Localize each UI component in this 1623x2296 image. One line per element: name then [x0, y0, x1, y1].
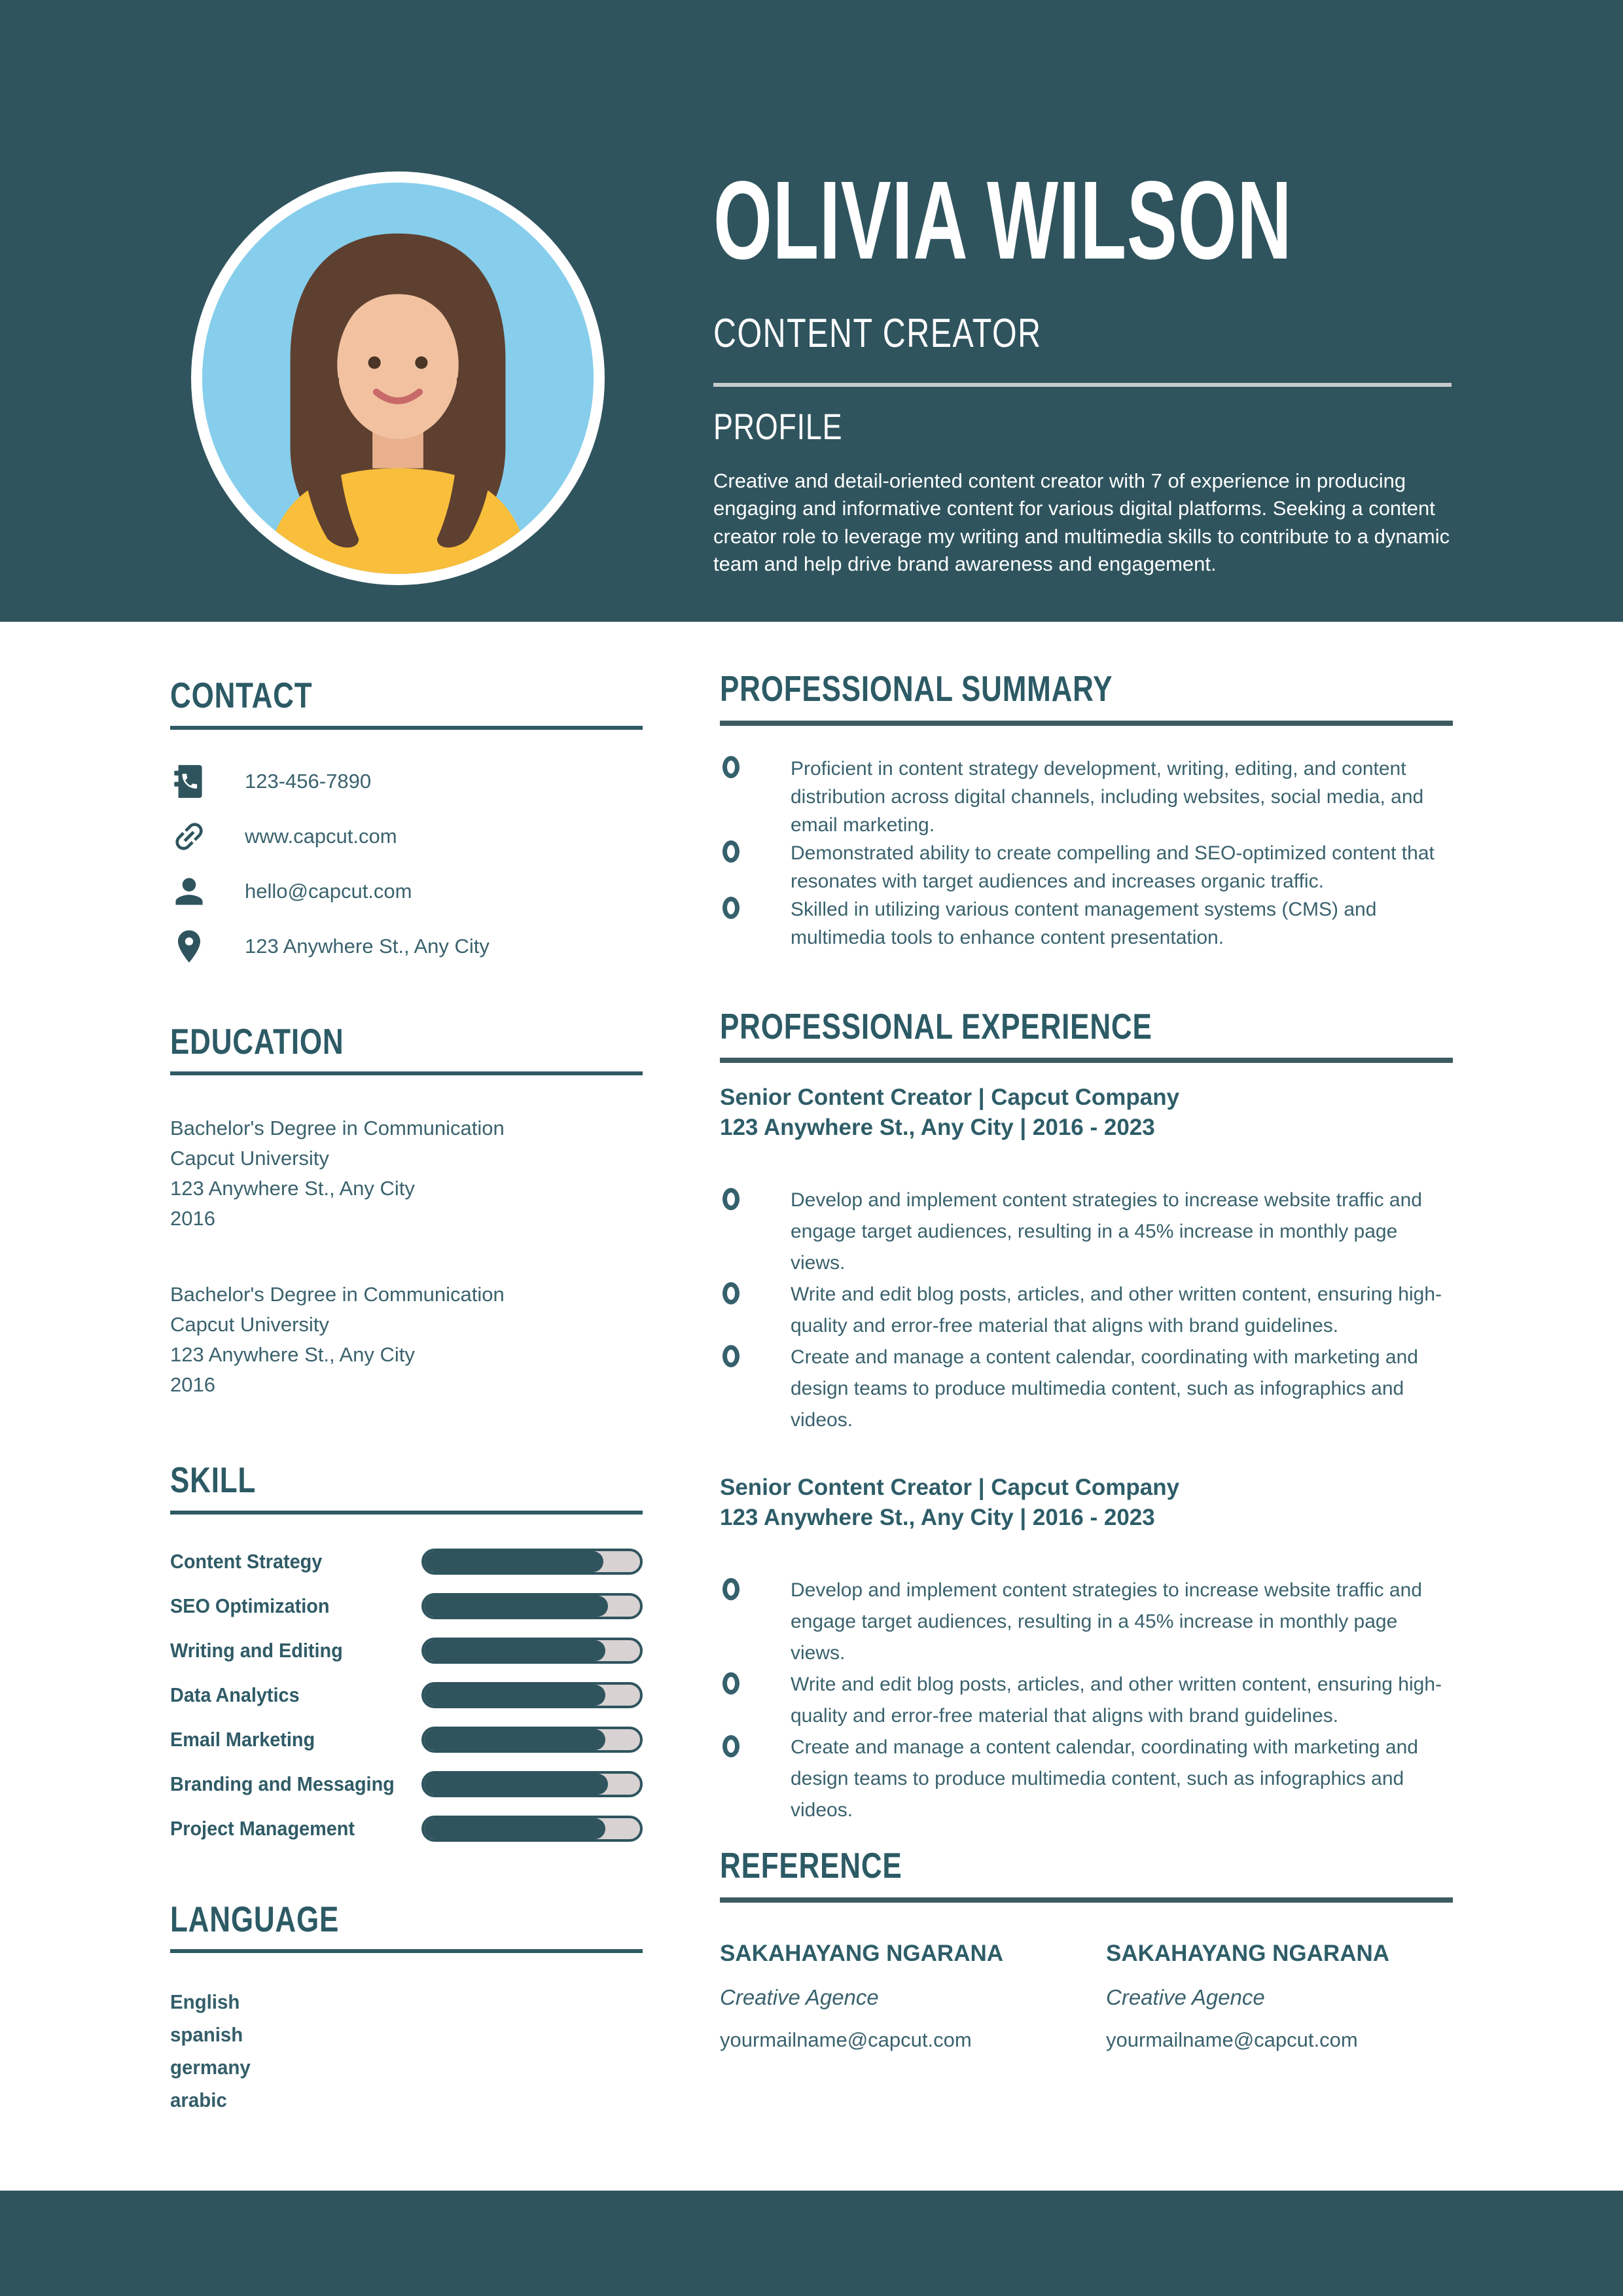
- skill-bar: [421, 1638, 643, 1664]
- skill-bar-fill: [424, 1685, 605, 1706]
- reference-email: yourmailname@capcut.com: [1106, 2028, 1358, 2051]
- reference-name: SAKAHAYANG NGARANA: [1106, 1940, 1390, 1966]
- skill-divider: [170, 1511, 643, 1515]
- avatar-illustration: [202, 183, 594, 574]
- skill-bar: [421, 1771, 643, 1797]
- bullet-ring-icon: [722, 1282, 740, 1304]
- bullet-ring-icon: [722, 1735, 740, 1757]
- skill-row: [170, 1593, 643, 1619]
- job-bullet: [720, 1732, 1453, 1826]
- skill-row: [170, 1682, 643, 1708]
- contact-website: www.capcut.com: [245, 824, 397, 848]
- summary-bullet-list: [720, 755, 1453, 952]
- left-column: [170, 675, 643, 2117]
- reference-entry: [1106, 1941, 1453, 2052]
- bullet-ring-icon: [722, 1345, 740, 1367]
- person-role: CONTENT CREATOR: [713, 311, 1042, 356]
- contact-email: hello@capcut.com: [245, 879, 412, 903]
- education-entry: [170, 1113, 643, 1234]
- phone-icon: [170, 762, 208, 800]
- job-bullet-list: [720, 1575, 1453, 1826]
- header-divider: [713, 383, 1452, 387]
- education-heading: EDUCATION: [170, 1020, 344, 1062]
- education-school: Capcut University: [170, 1313, 329, 1336]
- skill-label: Writing and Editing: [170, 1638, 343, 1662]
- education-degree: Bachelor's Degree in Communication: [170, 1283, 505, 1306]
- education-year: 2016: [170, 1207, 215, 1230]
- contact-list: [170, 762, 643, 965]
- reference-divider: [720, 1897, 1453, 1903]
- contact-divider: [170, 726, 643, 730]
- profile-text: Creative and detail-oriented content creator with 7 of experience in producing engaging and informative content for various digital platforms. Seeking a content creator role to leverage my writing and multimedia skills to contribute to a dynamic team and help drive brand awareness and engagement.: [713, 469, 1450, 576]
- job-bullet-text: Develop and implement content strategies to increase website traffic and engage target audiences, resulting in a 45% increase in monthly page views.: [791, 1189, 1422, 1274]
- skill-label: SEO Optimization: [170, 1594, 330, 1617]
- skill-label: Data Analytics: [170, 1683, 300, 1706]
- pin-icon: [170, 927, 208, 965]
- skill-list: [170, 1549, 643, 1842]
- job-title: Senior Content Creator | Capcut Company: [720, 1475, 1180, 1500]
- skill-row: [170, 1816, 643, 1842]
- education-address: 123 Anywhere St., Any City: [170, 1343, 415, 1366]
- skill-bar-fill: [424, 1596, 608, 1617]
- contact-row-address: [170, 927, 643, 965]
- reference-grid: [720, 1941, 1453, 2052]
- summary-bullet-text: Demonstrated ability to create compelling and SEO-optimized content that resonates with target audiences and increases organic traffic.: [791, 842, 1435, 892]
- education-school: Capcut University: [170, 1147, 329, 1170]
- header-text-block: [713, 158, 1452, 579]
- header-band: [0, 0, 1623, 622]
- link-icon: [170, 817, 208, 855]
- contact-row-phone: [170, 762, 643, 800]
- profile-heading: PROFILE: [713, 406, 843, 447]
- summary-bullet-text: Proficient in content strategy development, writing, editing, and content distribution across digital channels, including websites, social media, and email marketing.: [791, 757, 1424, 836]
- experience-job: [720, 1473, 1453, 1826]
- person-name: OLIVIA WILSON: [713, 158, 1293, 283]
- job-bullet-text: Write and edit blog posts, articles, and other written content, ensuring high-quality and error-free material that aligns with brand guidelines.: [791, 1674, 1442, 1727]
- language-item: arabic: [170, 2089, 227, 2111]
- skill-row: [170, 1727, 643, 1753]
- job-bullet-list: [720, 1185, 1453, 1436]
- education-divider: [170, 1071, 643, 1075]
- language-list: [170, 1986, 643, 2117]
- summary-bullet: [720, 895, 1453, 952]
- skill-row: [170, 1771, 643, 1797]
- skill-bar-fill: [424, 1640, 605, 1661]
- skill-bar-fill: [424, 1818, 605, 1839]
- job-bullet: [720, 1342, 1453, 1436]
- experience-divider: [720, 1058, 1453, 1063]
- language-item: germany: [170, 2056, 251, 2079]
- experience-heading: PROFESSIONAL EXPERIENCE: [720, 1005, 1152, 1047]
- skill-label: Branding and Messaging: [170, 1772, 395, 1795]
- skill-label: Project Management: [170, 1816, 355, 1840]
- job-bullet-text: Write and edit blog posts, articles, and other written content, ensuring high-quality and error-free material that aligns with brand guidelines.: [791, 1283, 1442, 1336]
- job-bullet: [720, 1185, 1453, 1279]
- summary-bullet-text: Skilled in utilizing various content management systems (CMS) and multimedia tools to enhance content presentation.: [791, 898, 1377, 948]
- skill-bar: [421, 1593, 643, 1619]
- summary-bullet: [720, 839, 1453, 895]
- skill-row: [170, 1549, 643, 1575]
- contact-address: 123 Anywhere St., Any City: [245, 934, 490, 958]
- reference-email: yourmailname@capcut.com: [720, 2028, 972, 2051]
- summary-divider: [720, 721, 1453, 726]
- bullet-ring-icon: [722, 897, 740, 919]
- job-bullet: [720, 1279, 1453, 1342]
- language-heading: LANGUAGE: [170, 1898, 340, 1939]
- bullet-ring-icon: [722, 1188, 740, 1210]
- reference-role: Creative Agence: [720, 1984, 879, 2009]
- reference-name: SAKAHAYANG NGARANA: [720, 1940, 1004, 1966]
- job-title: Senior Content Creator | Capcut Company: [720, 1085, 1180, 1110]
- education-address: 123 Anywhere St., Any City: [170, 1177, 415, 1200]
- skill-bar: [421, 1549, 643, 1575]
- contact-row-website: [170, 817, 643, 855]
- bullet-ring-icon: [722, 1578, 740, 1600]
- job-meta: 123 Anywhere St., Any City | 2016 - 2023: [720, 1505, 1155, 1530]
- reference-heading: REFERENCE: [720, 1845, 902, 1886]
- contact-row-email: [170, 872, 643, 910]
- skill-bar: [421, 1727, 643, 1753]
- job-bullet: [720, 1669, 1453, 1732]
- job-bullet: [720, 1575, 1453, 1669]
- skill-bar-fill: [424, 1774, 608, 1795]
- skill-heading: SKILL: [170, 1460, 257, 1500]
- job-bullet-text: Create and manage a content calendar, coordinating with marketing and design teams to produce multimedia content, such as infographics and videos.: [791, 1736, 1418, 1821]
- reference-role: Creative Agence: [1106, 1984, 1265, 2009]
- skill-bar: [421, 1816, 643, 1842]
- skill-label: Content Strategy: [170, 1549, 323, 1573]
- education-degree: Bachelor's Degree in Communication: [170, 1117, 505, 1139]
- person-icon: [170, 872, 208, 910]
- skill-bar-fill: [424, 1729, 605, 1750]
- skill-label: Email Marketing: [170, 1727, 315, 1751]
- education-entry: [170, 1280, 643, 1400]
- language-divider: [170, 1949, 643, 1953]
- education-year: 2016: [170, 1373, 215, 1396]
- reference-entry: [720, 1941, 1067, 2052]
- job-bullet-text: Create and manage a content calendar, coordinating with marketing and design teams to produce multimedia content, such as infographics and videos.: [791, 1346, 1418, 1431]
- contact-phone: 123-456-7890: [245, 769, 372, 793]
- right-column: [720, 669, 1453, 2052]
- contact-heading: CONTACT: [170, 675, 313, 715]
- skill-row: [170, 1638, 643, 1664]
- language-item: spanish: [170, 2023, 243, 2046]
- experience-job: [720, 1083, 1453, 1436]
- footer-band: [0, 2191, 1623, 2296]
- summary-heading: PROFESSIONAL SUMMARY: [720, 668, 1113, 709]
- bullet-ring-icon: [722, 756, 740, 778]
- job-meta: 123 Anywhere St., Any City | 2016 - 2023: [720, 1115, 1155, 1140]
- skill-bar: [421, 1682, 643, 1708]
- bullet-ring-icon: [722, 1672, 740, 1695]
- profile-photo: [202, 183, 594, 574]
- bullet-ring-icon: [722, 840, 740, 863]
- summary-bullet: [720, 755, 1453, 839]
- language-item: English: [170, 1990, 240, 2013]
- skill-bar-fill: [424, 1551, 603, 1572]
- profile-photo-ring: [191, 171, 605, 585]
- job-bullet-text: Develop and implement content strategies to increase website traffic and engage target audiences, resulting in a 45% increase in monthly page views.: [791, 1579, 1422, 1664]
